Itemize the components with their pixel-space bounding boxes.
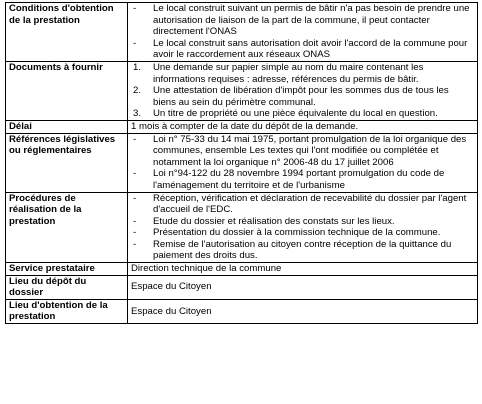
row-value-lieu-depot: Espace du Citoyen — [128, 275, 478, 299]
list-item: - Le local construit sans autorisation doit avoir l'accord de la commune pour avoir le raccordement aux réseaux ONAS — [131, 38, 473, 61]
row-value-procedures — [128, 192, 478, 263]
list-item: - Présentation du dossier à la commission technique de la commune. — [131, 227, 473, 239]
list-item: 3. Un titre de propriété ou une pièce équivalente du local en question. — [133, 108, 438, 120]
list-item: - Remise de l'autorisation au citoyen contre réception de la quittance du paiement des droits dus. — [131, 239, 473, 262]
row-label-procedures: Procédures de réalisation de la prestation — [6, 192, 128, 263]
row-label-references: Références législatives ou réglementaires — [6, 133, 128, 192]
row-value-conditions — [128, 3, 478, 62]
list-item: - Loi n°94-122 du 28 novembre 1994 portant promulgation du code de l'aménagement du territoire et de l'urbanisme — [131, 168, 473, 191]
row-label-lieu-depot: Lieu du dépôt du dossier — [6, 275, 128, 299]
list-item: - Loi n° 75-33 du 14 mai 1975, portant promulgation de la loi organique des communes, ensemble Les textes qui l'ont modifiée ou complétée et notamment la loi organique n° 2006-48 du 17 juillet 2006 — [131, 134, 473, 169]
row-value-service: Direction technique de la commune — [128, 263, 478, 276]
list-item: 1. Une demande sur papier simple au nom du maire contenant les informations requises : adresse, références du permis de bâtir. — [133, 61, 424, 85]
row-label-conditions: Conditions d'obtention de la prestation — [6, 3, 128, 62]
row-value-delai: 1 mois à compter de la date du dépôt de la demande. — [128, 120, 478, 133]
row-value-lieu-obtention: Espace du Citoyen — [128, 299, 478, 323]
table-row — [6, 61, 478, 120]
list-item: - Le local construit suivant un permis de bâtir n'a pas besoin de prendre une autorisation de liaison de la part de la commune, il peut contacter directement l'ONAS — [131, 3, 473, 38]
table-row — [6, 3, 478, 62]
table-row — [6, 192, 478, 263]
row-label-delai: Délai — [6, 120, 128, 133]
table-row — [6, 275, 478, 299]
row-value-references — [128, 133, 478, 192]
list-item: - Réception, vérification et déclaration de recevabilité du dossier par l'agent d'accueil de l'EDC. — [131, 193, 473, 216]
list-item: - Etude du dossier et réalisation des constats sur les lieux. — [131, 216, 473, 228]
table-row — [6, 263, 478, 276]
row-label-lieu-obtention: Lieu d'obtention de la prestation — [6, 299, 128, 323]
table-row — [6, 133, 478, 192]
table-row — [6, 120, 478, 133]
row-value-documents — [128, 61, 478, 120]
row-label-documents: Documents à fournir — [6, 61, 128, 120]
service-info-table — [5, 2, 478, 324]
table-row — [6, 299, 478, 323]
list-item: 2. Une attestation de libération d'impôt pour les sommes dus de tous les biens au sein du périmètre communal. — [133, 85, 449, 108]
row-label-service: Service prestataire — [6, 263, 128, 276]
